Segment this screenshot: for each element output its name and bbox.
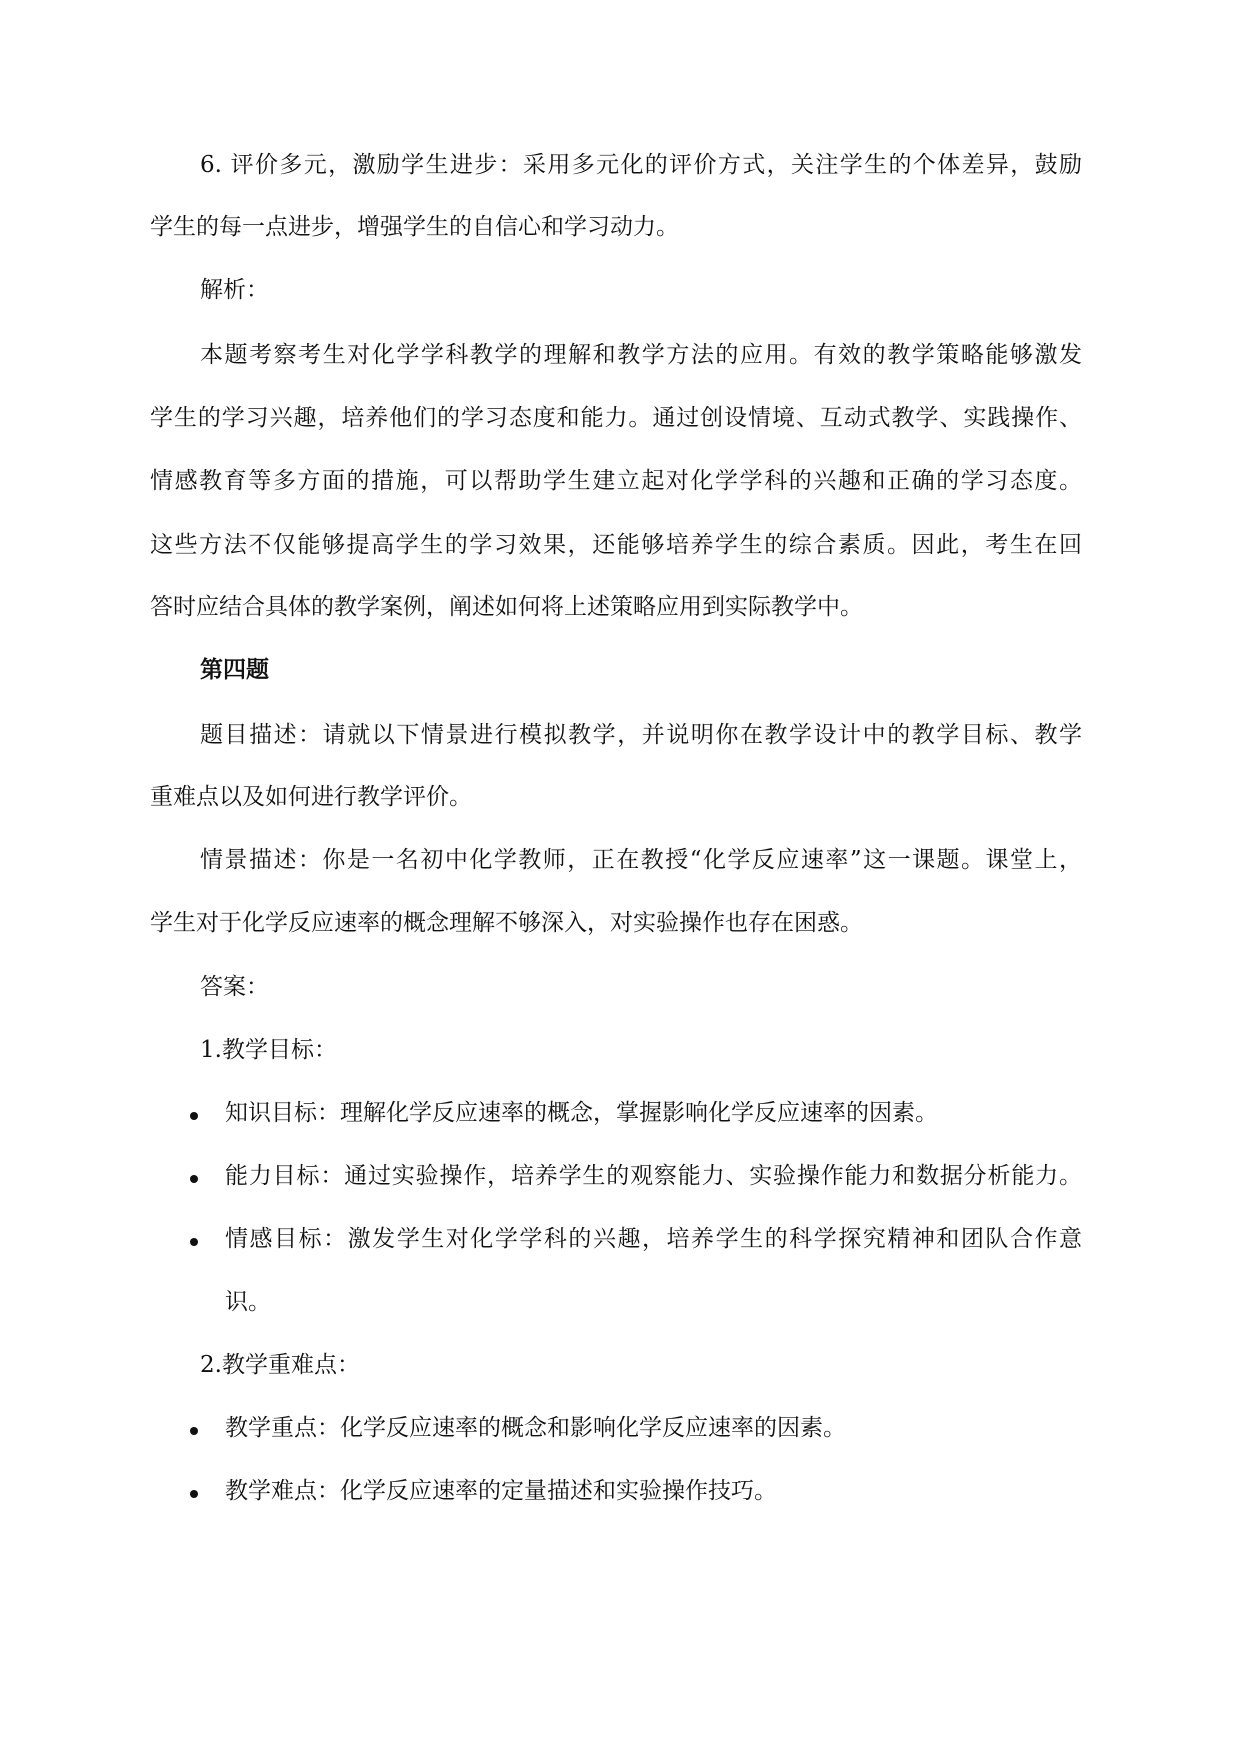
scenario-line2: 学生对于化学反应速率的概念理解不够深入，对实验操作也存在困惑。 (150, 910, 863, 936)
analysis-heading: 解析： (200, 277, 269, 303)
goal-emotion-line1: 情感目标：激发学生对化学学科的兴趣，培养学生的科学探究精神和团队合作意 (225, 1226, 1082, 1252)
scenario-line1: 情景描述：你是一名初中化学教师，正在教授“化学反应速率”这一课题。课堂上， (200, 847, 1082, 873)
analysis-line5: 答时应结合具体的教学案例，阐述如何将上述策略应用到实际教学中。 (150, 594, 863, 620)
keypoint-key: 教学重点：化学反应速率的概念和影响化学反应速率的因素。 (225, 1415, 846, 1441)
q4-desc-line1: 题目描述：请就以下情景进行模拟教学，并说明你在教学设计中的教学目标、教学 (200, 722, 1082, 748)
analysis-line1: 本题考察考生对化学学科教学的理解和教学方法的应用。有效的教学策略能够激发 (200, 342, 1082, 368)
keypoints-heading: 2.教学重难点： (200, 1352, 360, 1378)
question4-title: 第四题 (200, 656, 269, 683)
analysis-line2: 学生的学习兴趣，培养他们的学习态度和能力。通过创设情境、互动式教学、实践操作、 (150, 405, 1082, 431)
goal-emotion-line2: 识。 (225, 1289, 271, 1315)
answer-heading: 答案： (200, 974, 269, 1000)
bullet-icon (190, 1427, 198, 1435)
analysis-line3: 情感教育等多方面的措施，可以帮助学生建立起对化学学科的兴趣和正确的学习态度。 (150, 468, 1082, 494)
para6-line2: 学生的每一点进步，增强学生的自信心和学习动力。 (150, 214, 679, 240)
goal-ability: 能力目标：通过实验操作，培养学生的观察能力、实验操作能力和数据分析能力。 (225, 1163, 1082, 1189)
bullet-icon (190, 1175, 198, 1183)
keypoint-difficult: 教学难点：化学反应速率的定量描述和实验操作技巧。 (225, 1478, 777, 1504)
bullet-icon (190, 1490, 198, 1498)
goal-knowledge: 知识目标：理解化学反应速率的概念，掌握影响化学反应速率的因素。 (225, 1100, 938, 1126)
goals-heading: 1.教学目标： (200, 1037, 337, 1063)
q4-desc-line2: 重难点以及如何进行教学评价。 (150, 784, 472, 810)
bullet-icon (190, 1238, 198, 1246)
bullet-icon (190, 1112, 198, 1120)
para6-line1: 6. 评价多元，激励学生进步：采用多元化的评价方式，关注学生的个体差异，鼓励 (200, 152, 1082, 178)
analysis-line4: 这些方法不仅能够提高学生的学习效果，还能够培养学生的综合素质。因此，考生在回 (150, 532, 1082, 558)
